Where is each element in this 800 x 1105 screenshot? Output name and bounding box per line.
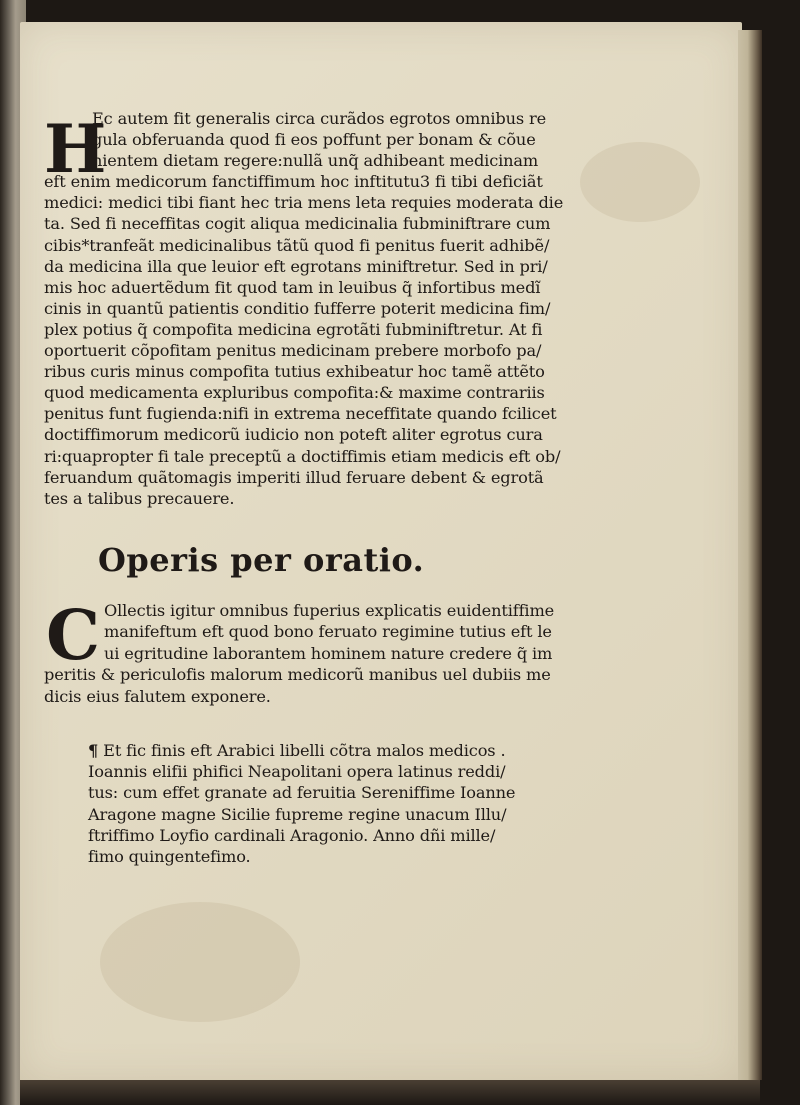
text-line: plex potius q̃ compofita medicina egrotãti fubminiftretur. At fi <box>44 319 543 339</box>
text-line: tus: cum effet granate ad feruitia Sereniffime Ioanne <box>88 783 516 803</box>
text-line: manifeftum eft quod bono feruato regimine tutius eft le <box>104 622 552 642</box>
text-line: ui egritudine laborantem hominem nature credere q̃ im <box>104 643 553 663</box>
text-line: ri:quapropter fi tale preceptũ a doctiffimis etiam medicis eft ob/ <box>44 446 561 466</box>
text-line: tes a talibus precauere. <box>44 488 235 508</box>
section-heading: Operis per oratio. <box>98 541 425 579</box>
text-line: ribus curis minus compofita tutius exhibeatur hoc tamẽ attẽto <box>44 362 545 382</box>
text-line: gula obferuanda quod fi eos poffunt per bonam & cõue <box>92 130 536 150</box>
paper-stain <box>100 902 300 1022</box>
text-line: quod medicamenta expluribus compofita:& maxime contrariis <box>44 383 545 403</box>
text-line: feruandum quãtomagis imperiti illud feruare debent & egrotã <box>44 467 544 487</box>
text-line: penitus funt fugienda:nifi in extrema neceffitate quando fcilicet <box>44 404 557 424</box>
text-line: doctiffimorum medicorũ iudicio non poteft aliter egrotus cura <box>44 425 543 445</box>
pilcrow-icon: ¶ <box>88 741 99 760</box>
initial-c: C <box>46 596 100 676</box>
text-line: cibis*tranfeãt medicinalibus tãtũ quod fi penitus fuerit adhibẽ/ <box>44 235 550 255</box>
page-bottom-shadow <box>20 1080 760 1105</box>
text-line: ftriffimo Loyfio cardinali Aragonio. Anno dñi mille/ <box>88 825 496 845</box>
text-line: oportuerit cõpofitam penitus medicinam prebere morbofo pa/ <box>44 341 542 361</box>
text-line: Ec autem fit generalis circa curãdos egrotos omnibus re <box>92 109 547 128</box>
text-line: peritis & periculofis malorum medicorũ manibus uel dubiis me <box>44 665 551 685</box>
paragraph-2 <box>44 596 604 707</box>
text-line: da medicina illa que leuior eft egrotans miniftretur. Sed in pri/ <box>44 256 548 276</box>
text-line: ta. Sed fi neceffitas cogit aliqua medicinalia fubminiftrare cum <box>44 214 551 234</box>
text-line: mis hoc aduertẽdum fit quod tam in leuibus q̃ infortibus medĩ <box>44 277 541 297</box>
colophon <box>88 740 608 867</box>
colophon-line-text: Et fic finis eft Arabici libelli cõtra malos medicos . <box>103 741 506 760</box>
text-line <box>88 740 608 761</box>
paragraph-1 <box>44 108 604 509</box>
text-line: Ollectis igitur omnibus fuperius explicatis euidentiffime <box>104 601 555 620</box>
text-line: nientem dietam regere:nullã unq̃ adhibeant medicinam <box>92 151 539 171</box>
text-line: Ioannis elifii phifici Neapolitani opera latinus reddi/ <box>88 762 506 782</box>
text-line: Aragone magne Sicilie fupreme regine unacum Illu/ <box>88 804 507 824</box>
text-line: medici: medici tibi fiant hec tria mens leta requies moderata die <box>44 193 564 213</box>
text-line: eft enim medicorum fanctiffimum hoc inftitutu3 fi tibi deficiãt <box>44 172 543 192</box>
paragraph-1-body <box>44 108 604 509</box>
text-line: cinis in quantũ patientis conditio fufferre poterit medicina fim/ <box>44 298 551 318</box>
text-line: dicis eius falutem exponere. <box>44 686 271 706</box>
page-fore-edge <box>738 30 762 1080</box>
text-line: fimo quingentefimo. <box>88 847 251 867</box>
initial-h: H <box>44 110 107 188</box>
